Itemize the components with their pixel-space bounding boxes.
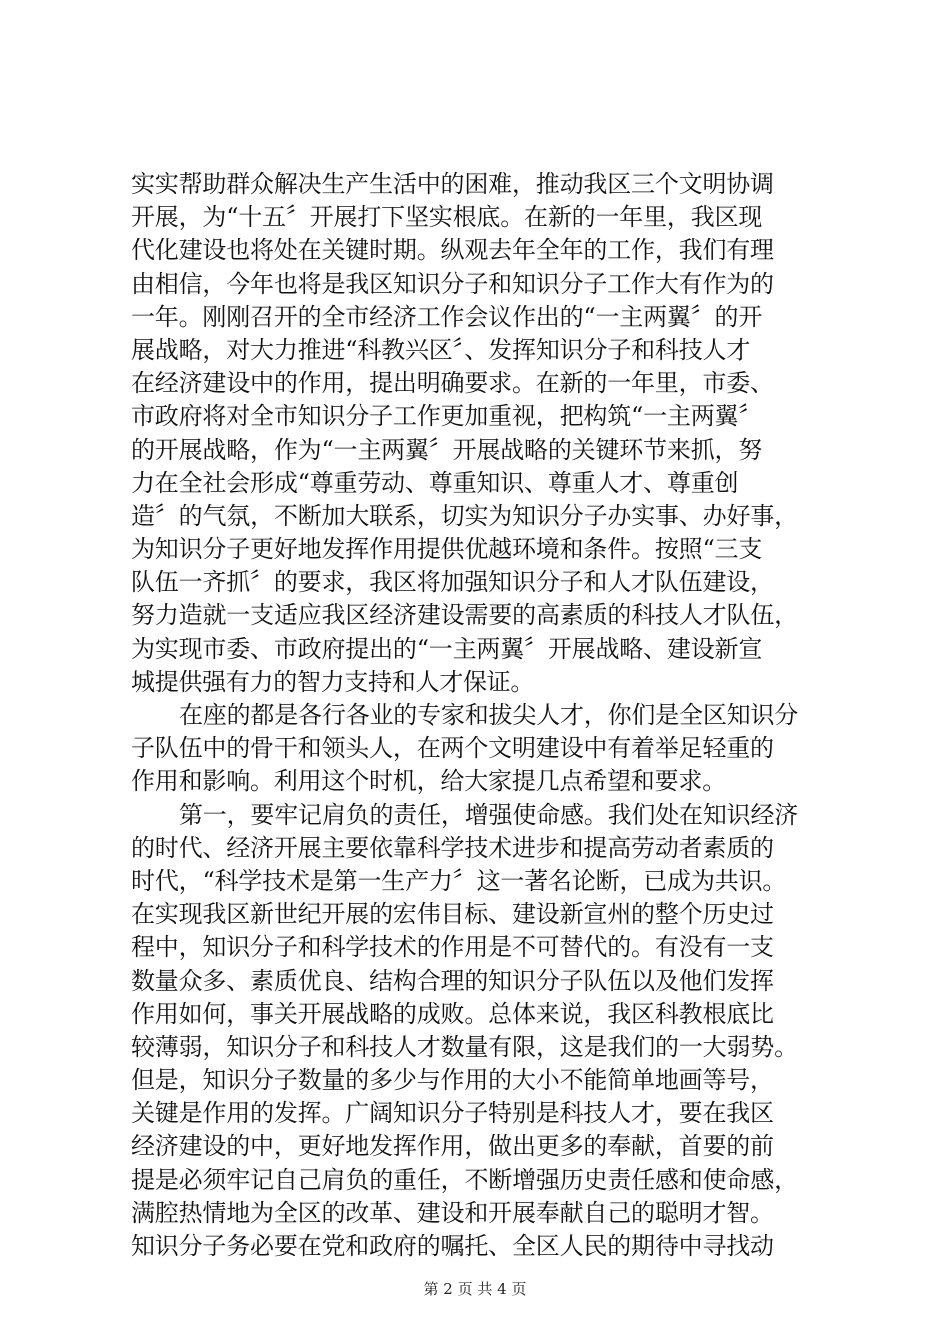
text-line: 知识分子务必要在党和政府的嘱托、全区人民的期待中寻找动 bbox=[131, 1232, 774, 1260]
text-line: 的时代、经济开展主要依靠科学技术进步和提高劳动者素质的 bbox=[131, 833, 774, 862]
text-line: 实实帮助群众解决生产生活中的困难，推动我区三个文明协调 bbox=[131, 170, 774, 198]
text-line: 队伍一齐抓〞的要求，我区将加强知识分子和人才队伍建设， bbox=[131, 568, 774, 597]
text-line: 力在全社会形成“尊重劳动、尊重知识、尊重人才、尊重创 bbox=[131, 468, 739, 497]
text-line: 作用如何，事关开展战略的成败。总体来说，我区科教根底比 bbox=[131, 999, 774, 1028]
page-footer: 第 2 页 共 4 页 bbox=[423, 1280, 527, 1298]
paragraph-first-line: 在座的都是各行各业的专家和拔尖人才，你们是全区知识分 bbox=[179, 701, 799, 729]
text-line: 程中，知识分子和科学技术的作用是不可替代的。有没有一支 bbox=[131, 933, 774, 962]
text-line: 关键是作用的发挥。广阔知识分子特别是科技人才，要在我区 bbox=[131, 1099, 774, 1128]
text-line: 展战略，对大力推进“科教兴区〞、发挥知识分子和科技人才 bbox=[131, 335, 751, 364]
paragraph-first-line: 第一，要牢记肩负的责任，增强使命感。我们处在知识经济 bbox=[179, 800, 799, 829]
text-line: 较薄弱，知识分子和科技人才数量有限，这是我们的一大弱势。 bbox=[131, 1032, 798, 1061]
text-line: 代化建设也将处在关键时期。纵观去年全年的工作，我们有理 bbox=[131, 236, 774, 265]
text-line: 在实现我区新世纪开展的宏伟目标、建设新宣州的整个历史过 bbox=[131, 900, 774, 929]
text-line: 提是必须牢记自己肩负的重任，不断增强历史责任感和使命感， bbox=[131, 1165, 798, 1194]
text-line: 的开展战略，作为“一主两翼〞开展战略的关键环节来抓，努 bbox=[131, 435, 763, 464]
text-line: 造〞的气氛，不断加大联系，切实为知识分子办实事、办好事， bbox=[131, 501, 798, 530]
text-line: 满腔热情地为全区的改革、建设和开展奉献自己的聪明才智。 bbox=[131, 1198, 774, 1227]
text-line: 时代，“科学技术是第一生产力〞这一著名论断，已成为共识。 bbox=[131, 866, 787, 895]
text-line: 作用和影响。利用这个时机，给大家提几点希望和要求。 bbox=[131, 767, 726, 796]
text-line: 数量众多、素质优良、结构合理的知识分子队伍以及他们发挥 bbox=[131, 966, 774, 995]
text-line: 市政府将对全市知识分子工作更加重视，把构筑“一主两翼〞 bbox=[131, 402, 763, 431]
text-line: 由相信，今年也将是我区知识分子和知识分子工作大有作为的 bbox=[131, 269, 774, 298]
text-line: 为知识分子更好地发挥作用提供优越环境和条件。按照“三支 bbox=[131, 535, 763, 564]
text-line: 为实现市委、市政府提出的“一主两翼〞开展战略、建设新宣 bbox=[131, 634, 763, 663]
document-body bbox=[131, 168, 831, 1263]
text-line: 但是，知识分子数量的多少与作用的大小不能简单地画等号， bbox=[131, 1066, 774, 1095]
text-line: 开展，为“十五〞开展打下坚实根底。在新的一年里，我区现 bbox=[131, 203, 763, 232]
text-line: 经济建设的中，更好地发挥作用，做出更多的奉献，首要的前 bbox=[131, 1132, 774, 1161]
text-line: 在经济建设中的作用，提出明确要求。在新的一年里，市委、 bbox=[131, 369, 774, 398]
text-line: 子队伍中的骨干和领头人，在两个文明建设中有着举足轻重的 bbox=[131, 734, 774, 763]
text-line: 一年。刚刚召开的全市经济工作会议作出的“一主两翼〞的开 bbox=[131, 302, 763, 331]
text-line: 努力造就一支适应我区经济建设需要的高素质的科技人才队伍， bbox=[131, 601, 798, 630]
text-line: 城提供强有力的智力支持和人才保证。 bbox=[131, 667, 535, 696]
